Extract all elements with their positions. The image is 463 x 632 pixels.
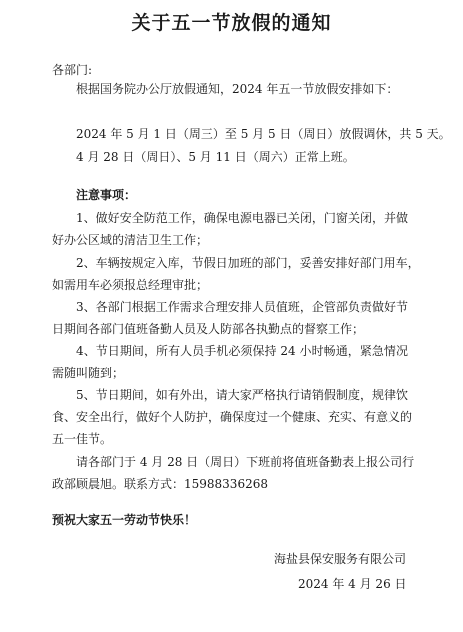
notes-heading: 注意事项： bbox=[76, 188, 137, 202]
note-5-line-1: 5、节日期间，如有外出，请大家严格执行请销假制度，规律饮 bbox=[76, 388, 408, 402]
note-5-line-3: 五一佳节。 bbox=[52, 432, 113, 446]
signature-company: 海盐县保安服务有限公司 bbox=[274, 552, 407, 566]
schedule-line-2: 4 月 28 日（周日）、5 月 11 日（周六）正常上班。 bbox=[76, 150, 355, 164]
intro-paragraph: 根据国务院办公厅放假通知，2024 年五一节放假安排如下： bbox=[76, 82, 399, 96]
note-2-line-1: 2、车辆按规定入库，节假日加班的部门，妥善安排好部门用车， bbox=[76, 256, 420, 270]
salutation: 各部门: bbox=[52, 63, 93, 77]
request-line-1: 请各部门于 4 月 28 日（周日）下班前将值班备勤表上报公司行 bbox=[76, 455, 415, 469]
note-3-line-1: 3、各部门根据工作需求合理安排人员值班，企管部负责做好节 bbox=[76, 300, 408, 314]
note-2-line-2: 如需用车必须报总经理审批； bbox=[52, 278, 209, 292]
schedule-line-1: 2024 年 5 月 1 日（周三）至 5 月 5 日（周日）放假调休，共 5 天。 bbox=[76, 127, 451, 141]
note-1-line-1: 1、做好安全防范工作，确保电源电器已关闭，门窗关闭，并做 bbox=[76, 211, 408, 225]
note-4-line-2: 需随叫随到； bbox=[52, 366, 125, 380]
request-line-2: 政部顾晨旭。联系方式：15988336268 bbox=[52, 477, 268, 491]
note-4-line-1: 4、节日期间，所有人员手机必须保持 24 小时畅通，紧急情况 bbox=[76, 344, 408, 358]
closing-wish: 预祝大家五一劳动节快乐！ bbox=[52, 513, 197, 527]
page-title: 关于五一节放假的通知 bbox=[131, 12, 332, 34]
note-5-line-2: 食、安全出行，做好个人防护，确保度过一个健康、充实、有意义的 bbox=[52, 410, 413, 424]
signature-date: 2024 年 4 月 26 日 bbox=[298, 577, 407, 591]
note-3-line-2: 日期间各部门值班备勤人员及人防部各执勤点的督察工作； bbox=[52, 322, 365, 336]
note-1-line-2: 好办公区域的清洁卫生工作； bbox=[52, 233, 209, 247]
